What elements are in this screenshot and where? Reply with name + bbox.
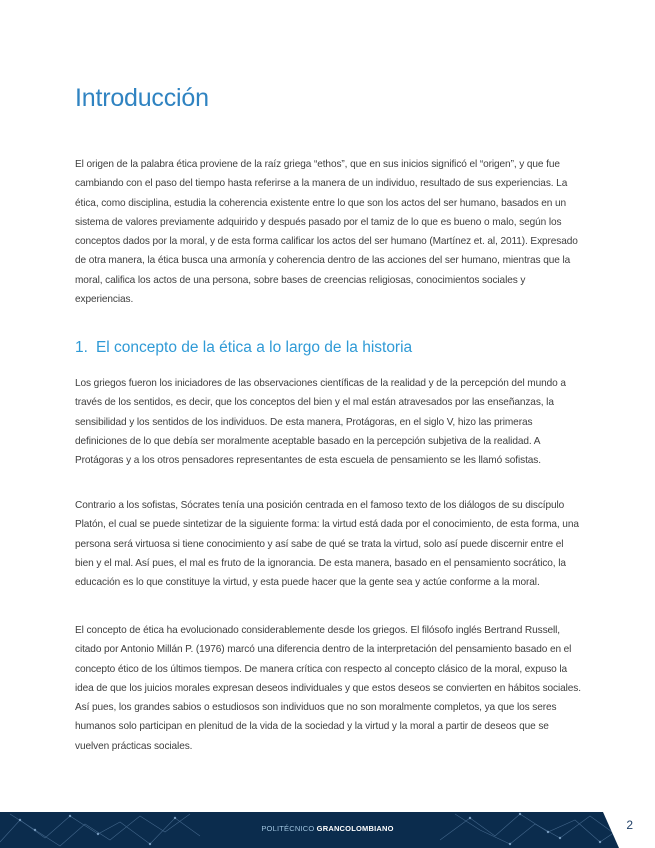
page-footer bbox=[0, 812, 655, 848]
section-paragraph-2: Contrario a los sofistas, Sócrates tenía una posición centrada en el famoso texto de los diálogos de su discípulo Platón, el cual se puede sintetizar de la siguiente forma: la virtud está dada por el conocimiento, de esta forma, una persona será virtuosa si tiene conocimiento y así sabe de qué se trata la virtud, solo así puede discernir entre el bien y el mal. Así pues, el mal es fruto de la ignorancia. De esta manera, basado en el pensamiento socrático, la educación es lo que constituye la virtud, y esta puede hacer que la gente sea y actúe conforme a la moral. bbox=[75, 500, 579, 589]
brand-part-2: GRANCOLOMBIANO bbox=[316, 824, 394, 833]
page-number-tab bbox=[595, 812, 655, 848]
section-paragraph-1: Los griegos fueron los iniciadores de las observaciones científicas de la realidad y de la percepción del mundo a través de los sentidos, es decir, que los conceptos del bien y el mal están atravesados por las enseñanzas, la sensibilidad y los sentidos de los individuos. De esta manera, Protágoras, en el siglo V, hizo las primeras definiciones de lo que debía ser moralmente aceptable basado en la percepción subjetiva de la realidad. A Protágoras y a los otros pensadores representantes de esta escuela de pensamiento se les llamó sofistas. bbox=[75, 378, 566, 467]
page-number: 2 bbox=[626, 818, 633, 832]
section-title: El concepto de la ética a lo largo de la historia bbox=[95, 339, 413, 356]
section-number: 1. bbox=[75, 339, 88, 356]
section-heading bbox=[75, 339, 412, 357]
section-paragraph-3: El concepto de ética ha evolucionado considerablemente desde los griegos. El filósofo inglés Bertrand Russell, citado por Antonio Millán P. (1976) marcó una diferencia dentro de la interpretación del pensamiento basado en el concepto ético de los últimos tiempos. De manera crítica con respecto al concepto clásico de la moral, expuso la idea de que los juicios morales expresan deseos individuales y que estos deseos se convierten en hábitos sociales. Así pues, los grandes sabios o estudiosos son individuos que no son moralmente completos, ya que los seres humanos solo participan en plenitud de la vida de la sociedad y la virtud y la moral a partir de deseos que se vuelven prácticas sociales. bbox=[75, 625, 581, 752]
brand-part-1: POLITÉCNICO bbox=[261, 824, 317, 833]
brand-logo-text bbox=[0, 824, 655, 833]
page-title: Introducción bbox=[75, 84, 209, 112]
intro-paragraph: El origen de la palabra ética proviene de la raíz griega “ethos”, que en sus inicios significó el “origen”, y que fue cambiando con el paso del tiempo hasta referirse a la manera de un individuo, resultado de sus experiencias. La ética, como disciplina, estudia la coherencia existente entre lo que son los actos del ser humano, basados en un sistema de valores previamente adquirido y después pasado por el tamiz de lo que es bueno o malo, según los conceptos dados por la moral, y de esta forma calificar los actos del ser humano (Martínez et. al, 2011). Expresado de otra manera, la ética busca una armonía y coherencia dentro de las acciones del ser humano, mientras que la moral, califica los actos de una persona, sobre bases de creencias religiosas, conocimientos sociales y experiencias. bbox=[75, 159, 578, 306]
